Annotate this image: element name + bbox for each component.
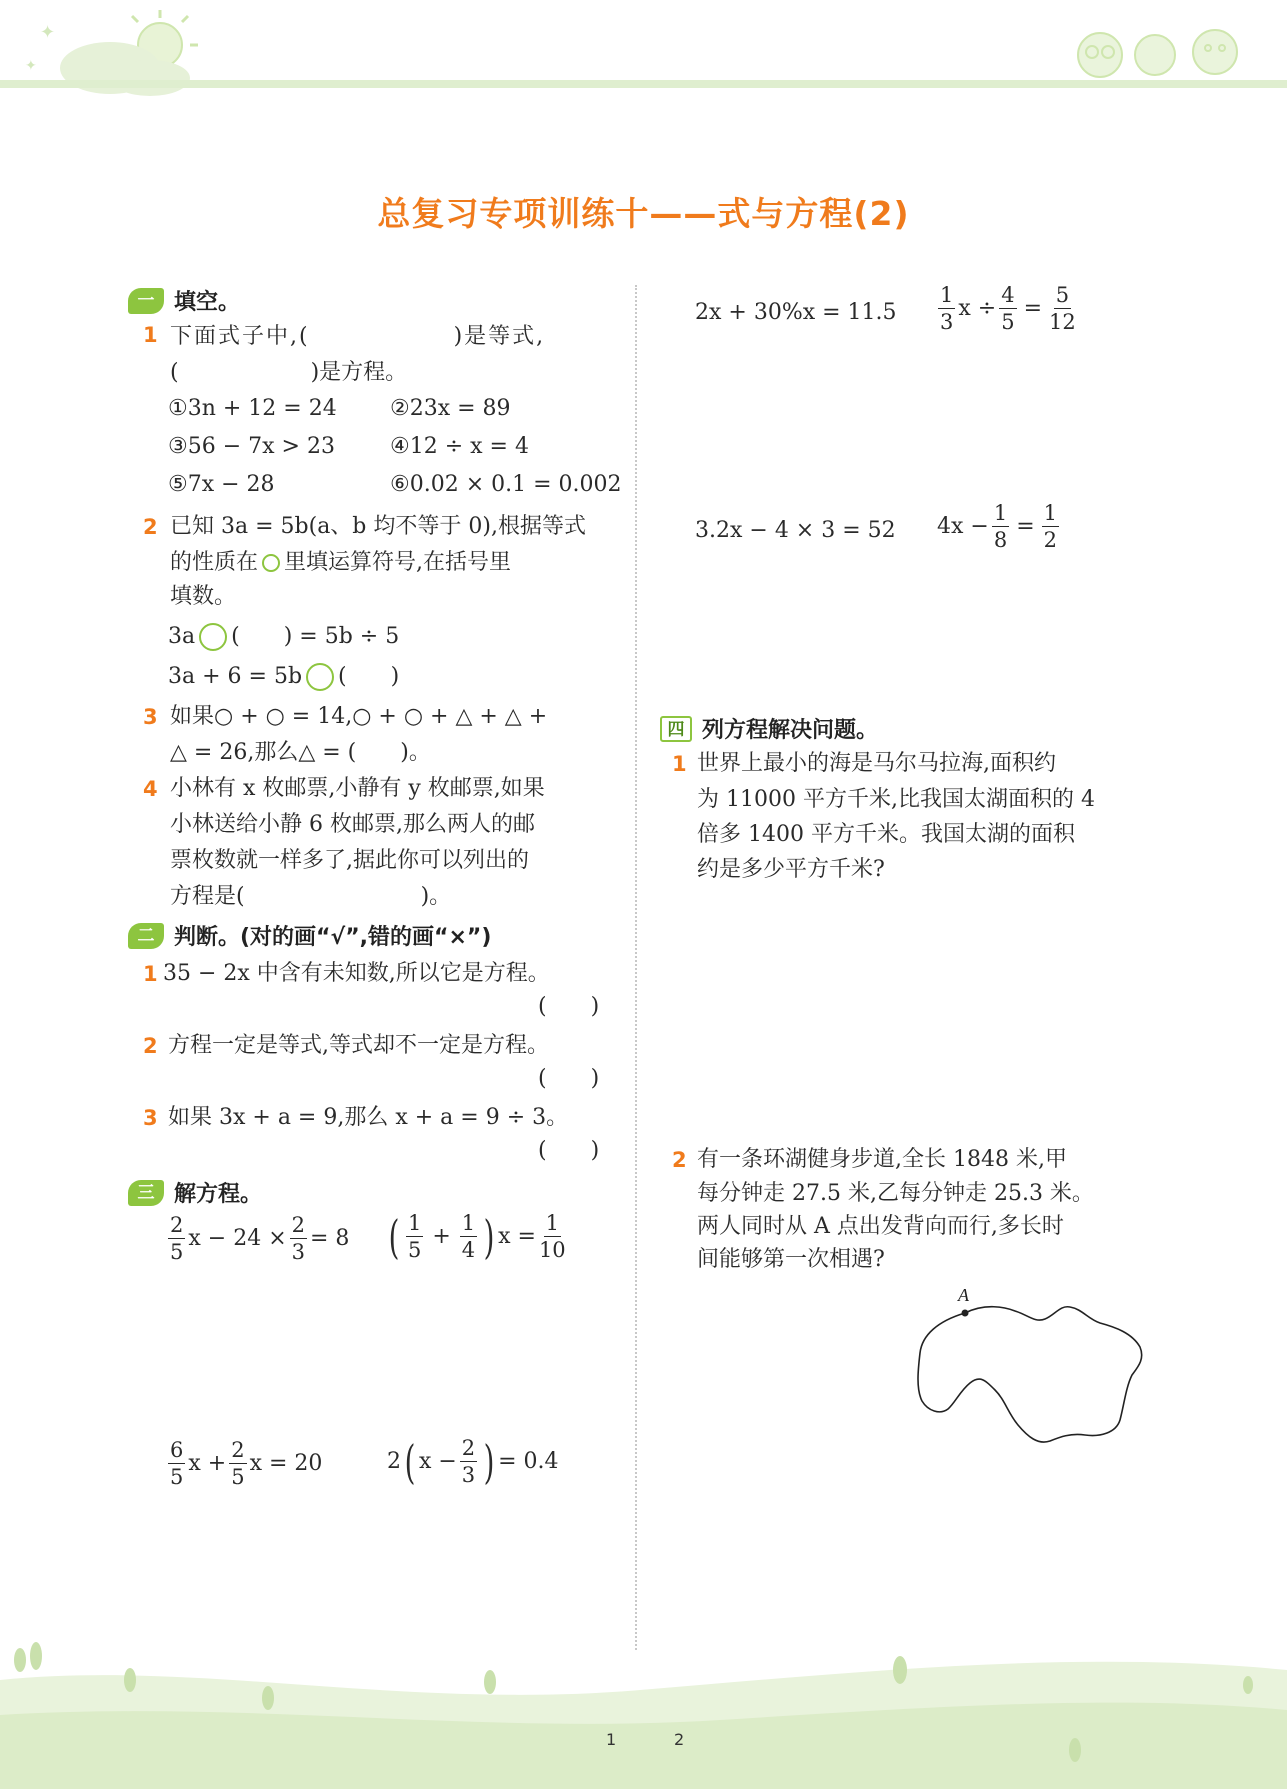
question-text: △ = 26,那么△ = ( )。	[170, 740, 431, 765]
page-number-right: 2	[674, 1730, 685, 1749]
equation-part: =	[1023, 296, 1043, 321]
question-text: 填数。	[170, 584, 237, 609]
header-band	[0, 80, 1287, 88]
question-number: 2	[672, 1148, 687, 1172]
section-label: 判断。(对的画“√”,错的画“×”)	[174, 925, 492, 950]
question-text: 票枚数就一样多了,据此你可以列出的	[170, 848, 529, 873]
question-text: 每分钟走 27.5 米,乙每分钟走 25.3 米。	[697, 1181, 1094, 1206]
question-text: 为 11000 平方千米,比我国太湖面积的 4	[697, 787, 1095, 812]
question-text: 倍多 1400 平方千米。我国太湖的面积	[697, 822, 1075, 847]
section-true-false	[128, 920, 491, 951]
equation-part: = 0.4	[498, 1449, 559, 1474]
fraction: $\frac{1}{4}$	[461, 1211, 476, 1262]
fraction: $\frac{2}{3}$	[461, 1436, 476, 1487]
equation-part: ( ) = 5b ÷ 5	[231, 624, 400, 649]
question-text: 已知 3a = 5b(a、b 均不等于 0),根据等式	[170, 514, 586, 539]
question-text: 世界上最小的海是马尔马拉海,面积约	[697, 751, 1056, 776]
question-text: ( )是方程。	[170, 360, 408, 385]
circle-icon	[262, 554, 280, 572]
equation-part: +	[432, 1224, 451, 1249]
equation-7: 3.2x − 4 × 3 = 52	[695, 518, 896, 543]
svg-text:✦: ✦	[40, 22, 56, 43]
question-text: 小林送给小静 6 枚邮票,那么两人的邮	[170, 812, 535, 837]
question-text-part: 的性质在	[170, 550, 259, 575]
fraction: $\frac{5}{12}$	[1049, 283, 1076, 334]
equation-8	[937, 500, 1062, 553]
question-text: 间能够第一次相遇?	[697, 1247, 885, 1272]
equation-part: x = 20	[249, 1451, 323, 1476]
equation-4: 2 ( x − $\frac{2}{3}$ ) = 0.4	[387, 1434, 559, 1489]
section-badge: 四	[660, 716, 692, 742]
question-number: 2	[143, 515, 158, 539]
svg-text:✦: ✦	[25, 58, 37, 74]
equation-3	[165, 1437, 322, 1490]
answer-paren[interactable]: ( )	[538, 1138, 600, 1163]
judge-statement: 方程一定是等式,等式却不一定是方程。	[168, 1033, 549, 1058]
section-badge: 二	[128, 923, 164, 949]
operator-blank-circle[interactable]	[306, 663, 334, 691]
equation-5: 2x + 30%x = 11.5	[695, 300, 897, 325]
equation-item: ⑤7x − 28	[168, 472, 275, 497]
judge-statement: 如果 3x + a = 9,那么 x + a = 9 ÷ 3。	[168, 1105, 569, 1130]
question-number: 2	[143, 1034, 158, 1058]
equation-part: x −	[418, 1449, 457, 1474]
header-decoration	[0, 0, 1287, 110]
question-text: 小林有 x 枚邮票,小静有 y 枚邮票,如果	[170, 776, 545, 801]
equation-item: ④12 ÷ x = 4	[390, 434, 529, 459]
fraction: $\frac{1}{3}$	[940, 283, 954, 334]
question-number: 4	[143, 777, 158, 801]
question-number: 1	[672, 752, 687, 776]
question-text	[170, 546, 511, 580]
question-number: 1	[143, 962, 158, 986]
equation-part: 2	[387, 1449, 401, 1474]
point-a-marker	[962, 1310, 969, 1317]
section-word-problems	[660, 713, 878, 744]
section-label: 列方程解决问题。	[702, 718, 879, 743]
fraction: $\frac{2}{5}$	[231, 1438, 245, 1489]
answer-paren[interactable]: ( )	[538, 1066, 600, 1091]
question-text: 下面式子中,( )是等式,	[170, 324, 546, 349]
question-number: 3	[143, 1106, 158, 1130]
footer-landscape	[0, 1640, 1287, 1789]
operator-blank-circle[interactable]	[199, 623, 227, 651]
fraction: $\frac{1}{2}$	[1043, 501, 1058, 552]
section-fill-blanks	[128, 285, 240, 316]
question-text-part: 里填运算符号,在括号里	[284, 550, 512, 575]
equation-blank	[168, 660, 399, 694]
question-number: 3	[143, 705, 158, 729]
equation-part: ( )	[338, 664, 400, 689]
question-text: 如果○ + ○ = 14,○ + ○ + △ + △ +	[170, 704, 548, 729]
equation-part: x =	[498, 1224, 536, 1249]
lake-path-diagram	[910, 1275, 1150, 1455]
equation-part: x +	[188, 1451, 227, 1476]
page-number-left: 1	[606, 1730, 617, 1749]
equation-part: x ÷	[958, 296, 997, 321]
equation-item: ②23x = 89	[390, 396, 511, 421]
equation-part: =	[1016, 514, 1035, 539]
fraction: $\frac{1}{10}$	[538, 1211, 566, 1262]
equation-part: 3a + 6 = 5b	[168, 664, 303, 689]
question-text: 有一条环湖健身步道,全长 1848 米,甲	[697, 1147, 1067, 1172]
equation-2: ( $\frac{1}{5}$ + $\frac{1}{4}$ ) x = $\frac{1}{10}$	[388, 1209, 566, 1264]
fraction: $\frac{2}{5}$	[170, 1213, 184, 1264]
answer-paren[interactable]: ( )	[538, 994, 600, 1019]
equation-item: ③56 − 7x > 23	[168, 434, 335, 459]
section-label: 解方程。	[174, 1182, 263, 1207]
question-text: 方程是( )。	[170, 884, 452, 909]
question-text: 两人同时从 A 点出发背向而行,多长时	[697, 1214, 1064, 1239]
fraction: $\frac{1}{8}$	[993, 501, 1008, 552]
fraction: $\frac{4}{5}$	[1001, 283, 1015, 334]
fraction: $\frac{6}{5}$	[170, 1438, 184, 1489]
equation-part: 4x −	[937, 514, 989, 539]
equation-part: 3a	[168, 624, 196, 649]
section-label: 填空。	[174, 290, 241, 315]
question-number: 1	[143, 323, 158, 347]
fraction: $\frac{2}{3}$	[291, 1213, 305, 1264]
equation-blank	[168, 620, 399, 654]
column-divider	[635, 285, 637, 1650]
equation-part: x − 24 ×	[188, 1226, 287, 1251]
equation-item: ①3n + 12 = 24	[168, 396, 337, 421]
equation-6	[935, 282, 1079, 335]
equation-part: = 8	[310, 1226, 350, 1251]
equation-1	[165, 1212, 349, 1265]
section-solve-equations	[128, 1177, 262, 1208]
point-a-label: A	[958, 1285, 969, 1305]
section-badge: 一	[128, 288, 164, 314]
judge-statement: 35 − 2x 中含有未知数,所以它是方程。	[163, 961, 550, 986]
equation-item: ⑥0.02 × 0.1 = 0.002	[390, 472, 622, 497]
fraction: $\frac{1}{5}$	[407, 1211, 422, 1262]
section-badge: 三	[128, 1180, 164, 1206]
question-text: 约是多少平方千米?	[697, 857, 885, 882]
page-title: 总复习专项训练十——式与方程(2)	[377, 194, 910, 233]
